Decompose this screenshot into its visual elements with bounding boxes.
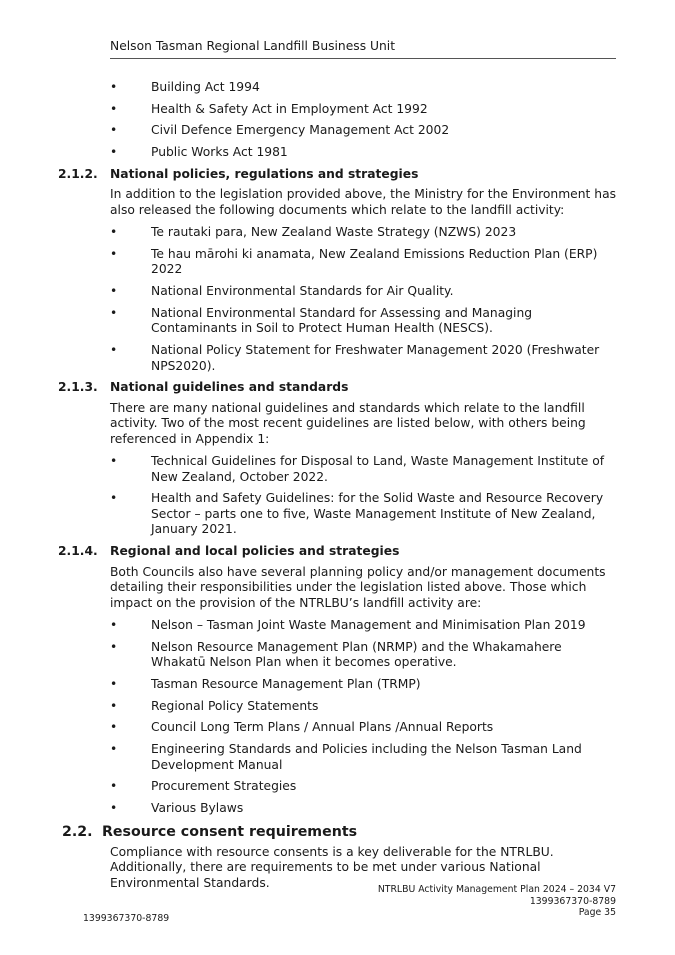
- list-item: • National Policy Statement for Freshwater Management 2020 (Freshwater NPS2020).: [58, 343, 618, 374]
- section-number: 2.1.4.: [58, 544, 98, 559]
- legislation-list: [58, 80, 618, 161]
- regional-policies-list: [58, 618, 618, 816]
- section-number: 2.1.3.: [58, 380, 98, 395]
- section-title: Resource consent requirements: [102, 823, 358, 840]
- list-item: • Tasman Resource Management Plan (TRMP): [58, 677, 618, 693]
- list-item: • Council Long Term Plans / Annual Plans /Annual Reports: [58, 720, 618, 736]
- list-item: • Nelson Resource Management Plan (NRMP) and the Whakamahere Whakatū Nelson Plan when it becomes operative.: [58, 640, 618, 671]
- page-footer: [378, 884, 616, 919]
- section-intro: In addition to the legislation provided above, the Ministry for the Environment has also released the following documents which relate to the landfill activity:: [110, 187, 617, 217]
- list-item: • Te rautaki para, New Zealand Waste Strategy (NZWS) 2023: [58, 225, 618, 241]
- section-number: 2.2.: [62, 823, 93, 840]
- section-heading-2-1-4: [58, 544, 618, 560]
- list-item: • Engineering Standards and Policies including the Nelson Tasman Land Development Manual: [58, 742, 618, 773]
- document-body: [58, 80, 618, 898]
- list-item: • Health and Safety Guidelines: for the Solid Waste and Resource Recovery Sector – parts one to five, Waste Management Institute of New Zealand, January 2021.: [58, 491, 618, 538]
- list-item: • Health & Safety Act in Employment Act 1992: [58, 102, 618, 118]
- section-heading-2-1-3: [58, 380, 618, 396]
- section-intro: Both Councils also have several planning policy and/or management documents detailing their responsibilities under the legislation listed above. Those which impact on the provision of the NTRLBU’s landfill activity are:: [110, 564, 606, 610]
- list-item: • Various Bylaws: [58, 801, 618, 817]
- section-intro: There are many national guidelines and standards which relate to the landfill activity. Two of the most recent guidelines are listed below, with others being referenced in Appendix 1:: [110, 400, 586, 446]
- national-guidelines-list: [58, 454, 618, 538]
- page-number: Page 35: [578, 907, 616, 918]
- national-policies-list: [58, 225, 618, 374]
- list-item: • Regional Policy Statements: [58, 699, 618, 715]
- list-item: • Nelson – Tasman Joint Waste Management and Minimisation Plan 2019: [58, 618, 618, 634]
- section-title: National policies, regulations and strategies: [110, 166, 419, 181]
- page-header: [110, 38, 616, 59]
- footer-plan-title: NTRLBU Activity Management Plan 2024 – 2034 V7: [377, 884, 616, 895]
- header-title: Nelson Tasman Regional Landfill Business Unit: [110, 39, 396, 53]
- section-heading-2-2: [62, 823, 618, 841]
- footer-doc-id: 1399367370-8789: [83, 913, 170, 924]
- list-item: • National Environmental Standard for Assessing and Managing Contaminants in Soil to Protect Human Health (NESCS).: [58, 306, 618, 337]
- list-item: • Procurement Strategies: [58, 779, 618, 795]
- list-item: • National Environmental Standards for Air Quality.: [58, 284, 618, 300]
- section-number: 2.1.2.: [58, 166, 98, 181]
- list-item: • Building Act 1994: [58, 80, 618, 96]
- list-item: • Public Works Act 1981: [58, 145, 618, 161]
- section-heading-2-1-2: [58, 167, 618, 183]
- section-intro: Compliance with resource consents is a key deliverable for the NTRLBU. Additionally, there are requirements to be met under various National Environmental Standards.: [110, 844, 554, 890]
- list-item: • Te hau mārohi ki anamata, New Zealand Emissions Reduction Plan (ERP) 2022: [58, 247, 618, 278]
- footer-doc-id-right: 1399367370-8789: [529, 895, 616, 907]
- list-item: • Civil Defence Emergency Management Act 2002: [58, 123, 618, 139]
- list-item: • Technical Guidelines for Disposal to Land, Waste Management Institute of New Zealand, October 2022.: [58, 454, 618, 485]
- section-title: Regional and local policies and strategies: [110, 544, 400, 559]
- section-title: National guidelines and standards: [110, 380, 349, 395]
